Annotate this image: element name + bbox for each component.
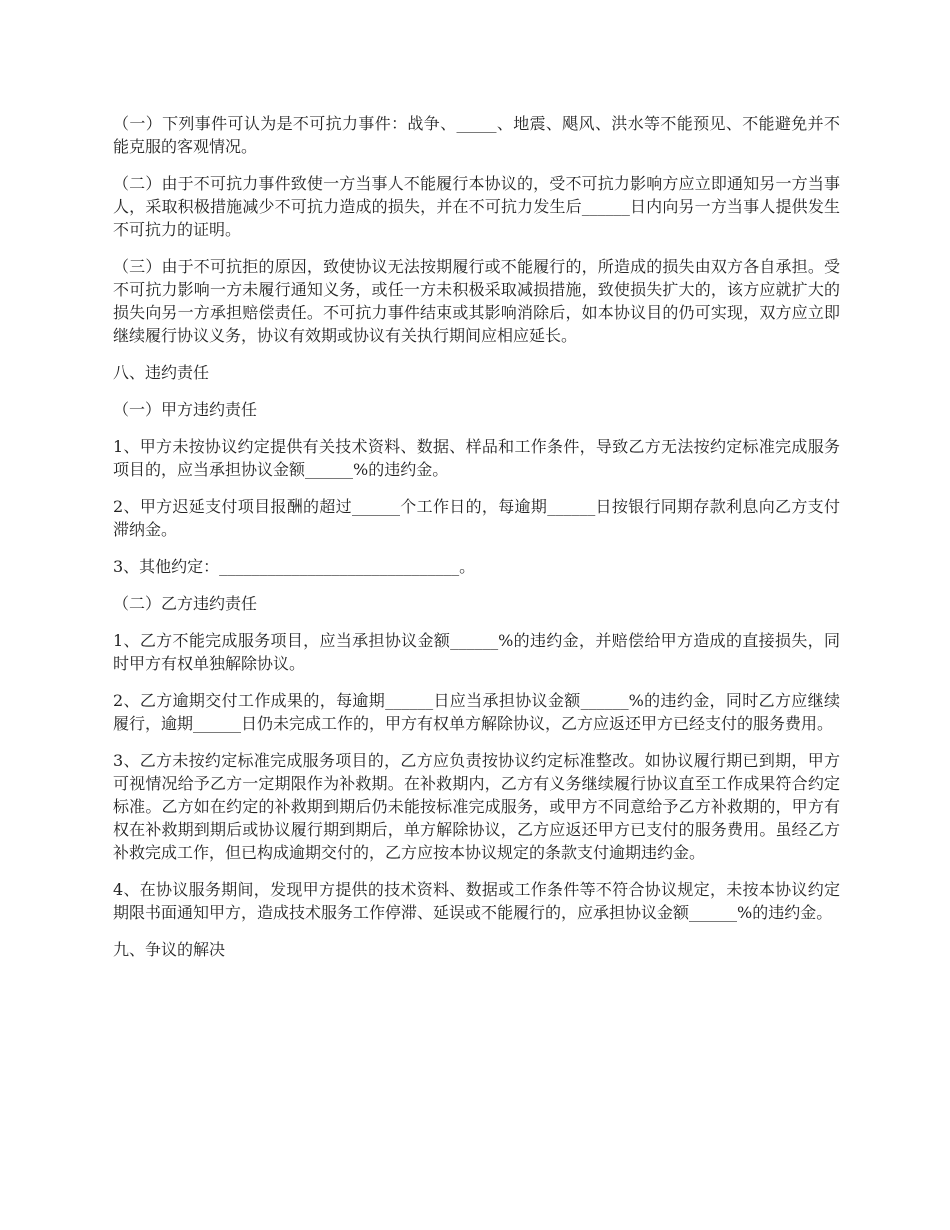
party-b-clause-4: 4、在协议服务期间，发现甲方提供的技术资料、数据或工作条件等不符合协议规定，未按本协议约定期限书面通知甲方，造成技术服务工作停滞、延误或不能履行的，应承担协议金额______%的违约金。 xyxy=(113,880,840,922)
section-heading-dispute: 九、争议的解决 xyxy=(113,940,226,959)
party-a-clause-3: 3、其他约定：______________________________。 xyxy=(113,557,476,576)
party-b-clause-3: 3、乙方未按约定标准完成服务项目的，乙方应负责按协议约定标准整改。如协议履行期已到期，甲方可视情况给予乙方一定期限作为补救期。在补救期内，乙方有义务继续履行协议直至工作成果符合约定标准。乙方如在约定的补救期到期后仍未能按标准完成服务，或甲方不同意给予乙方补救期的，甲方有权在补救期到期后或协议履行期到期后，单方解除协议，乙方应返还甲方已支付的服务费用。虽经乙方补救完成工作，但已构成逾期交付的，乙方应按本协议规定的条款支付逾期违约金。 xyxy=(113,751,840,862)
party-b-clause-1: 1、乙方不能完成服务项目，应当承担协议金额______%的违约金，并赔偿给甲方造成的直接损失，同时甲方有权单独解除协议。 xyxy=(113,631,840,673)
force-majeure-clause-1: （一）下列事件可认为是不可抗力事件：战争、_____、地震、飓风、洪水等不能预见、不能避免并不能克服的客观情况。 xyxy=(113,114,840,156)
force-majeure-clause-3: （三）由于不可抗拒的原因，致使协议无法按期履行或不能履行的，所造成的损失由双方各自承担。受不可抗力影响一方未履行通知义务，或任一方未积极采取减损措施，致使损失扩大的，该方应就扩大的损失向另一方承担赔偿责任。不可抗力事件结束或其影响消除后，如本协议目的仍可实现，双方应立即继续履行协议义务，协议有效期或协议有关执行期间应相应延长。 xyxy=(113,257,840,345)
party-a-clause-2: 2、甲方迟延支付项目报酬的超过______个工作日的，每逾期______日按银行同期存款利息向乙方支付滞纳金。 xyxy=(113,497,840,539)
section-heading-breach: 八、违约责任 xyxy=(113,363,210,382)
party-a-clause-1: 1、甲方未按协议约定提供有关技术资料、数据、样品和工作条件，导致乙方无法按约定标准完成服务项目的，应当承担协议金额______%的违约金。 xyxy=(113,437,840,479)
force-majeure-clause-2: （二）由于不可抗力事件致使一方当事人不能履行本协议的，受不可抗力影响方应立即通知另一方当事人，采取积极措施减少不可抗力造成的损失，并在不可抗力发生后______日内向另一方当事人提供发生不可抗力的证明。 xyxy=(113,174,840,239)
subheading-party-a-breach: （一）甲方违约责任 xyxy=(113,400,258,419)
party-b-clause-2: 2、乙方逾期交付工作成果的，每逾期______日应当承担协议金额______%的违约金，同时乙方应继续履行，逾期______日仍未完成工作的，甲方有权单方解除协议，乙方应返还甲方已经支付的服务费用。 xyxy=(113,691,840,733)
subheading-party-b-breach: （二）乙方违约责任 xyxy=(113,594,258,613)
